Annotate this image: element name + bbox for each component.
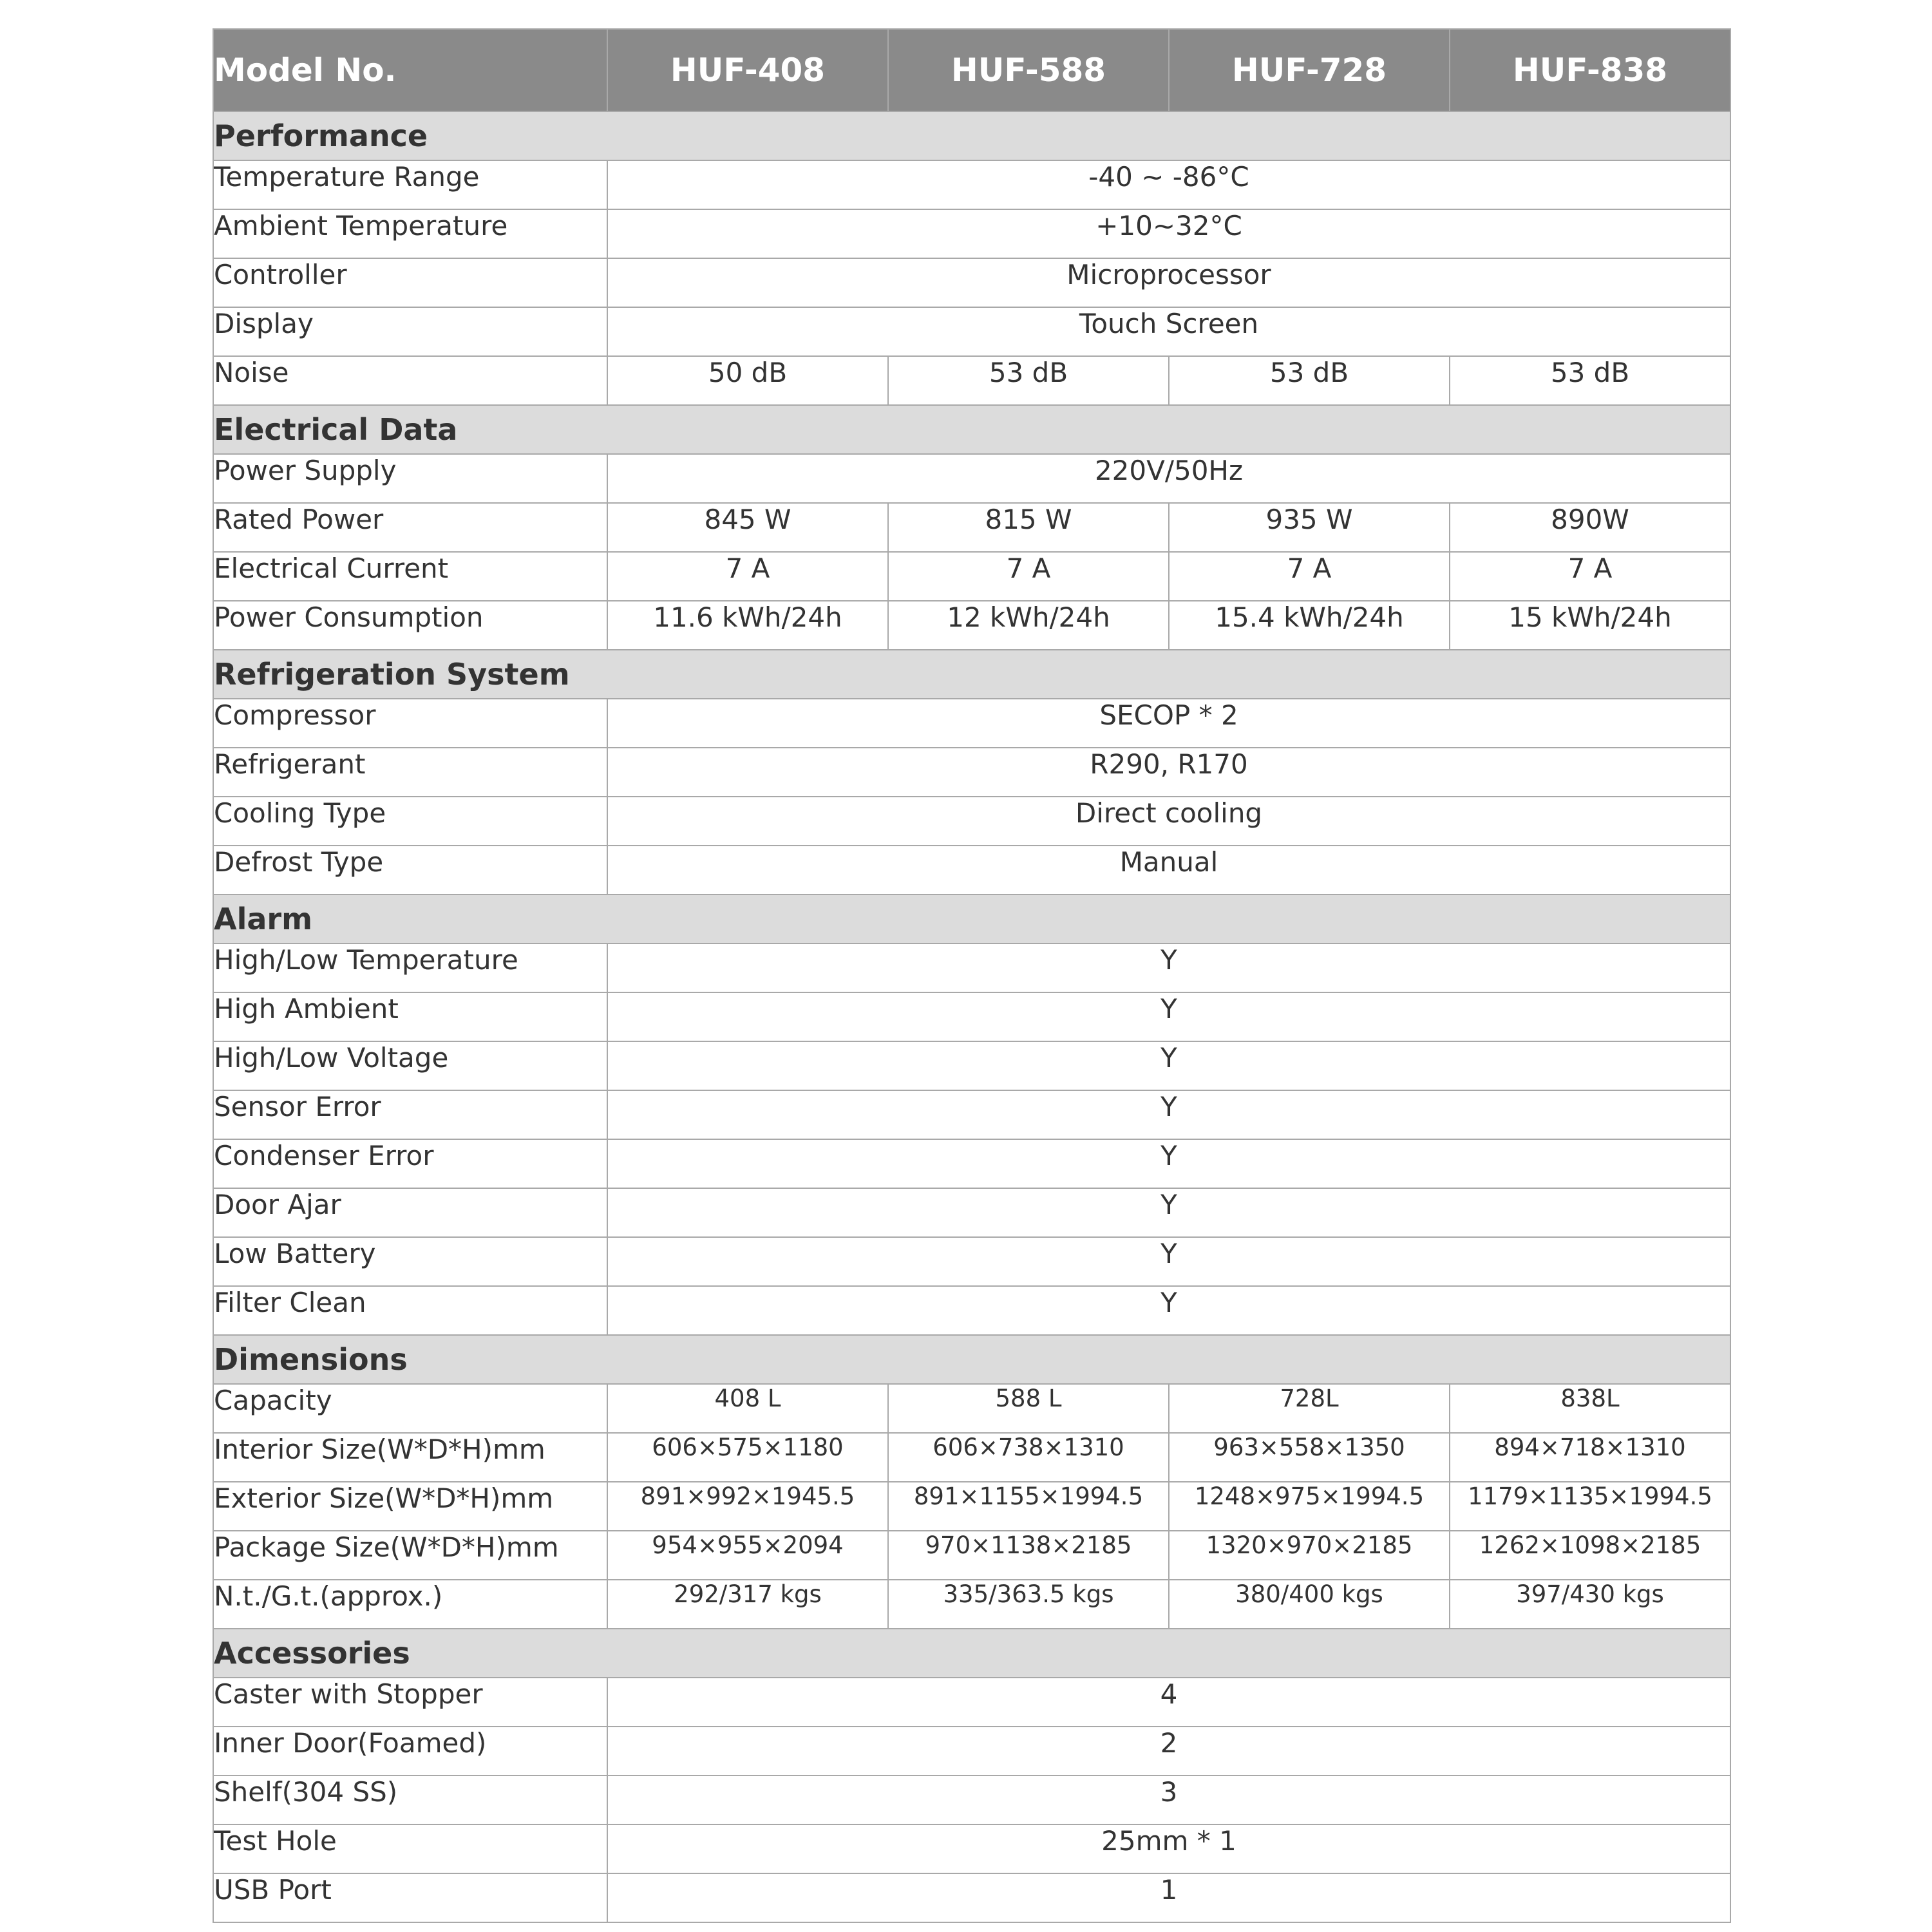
spec-value: 954×955×2094 xyxy=(607,1531,888,1580)
spec-row xyxy=(213,1678,1730,1727)
spec-table xyxy=(213,28,1731,1923)
spec-row xyxy=(213,258,1730,307)
spec-row xyxy=(213,454,1730,503)
spec-value: 7 A xyxy=(1450,552,1730,601)
spec-label: Refrigerant xyxy=(213,748,607,797)
spec-value: 891×1155×1994.5 xyxy=(888,1482,1169,1531)
spec-row xyxy=(213,209,1730,258)
spec-row xyxy=(213,1286,1730,1335)
spec-label: Ambient Temperature xyxy=(213,209,607,258)
spec-label: Temperature Range xyxy=(213,160,607,209)
spec-row xyxy=(213,1873,1730,1922)
spec-label: High Ambient xyxy=(213,992,607,1041)
spec-row xyxy=(213,1727,1730,1776)
spec-value: 894×718×1310 xyxy=(1450,1433,1730,1482)
spec-value: 815 W xyxy=(888,503,1169,552)
spec-body xyxy=(213,111,1730,1922)
spec-row xyxy=(213,552,1730,601)
spec-row xyxy=(213,846,1730,895)
spec-row xyxy=(213,356,1730,405)
spec-row xyxy=(213,1139,1730,1188)
spec-value: 15.4 kWh/24h xyxy=(1169,601,1450,650)
spec-value-all-models: 1 xyxy=(607,1873,1730,1922)
spec-row xyxy=(213,1384,1730,1433)
header-model-label: Model No. xyxy=(213,29,607,111)
spec-value: 935 W xyxy=(1169,503,1450,552)
spec-row xyxy=(213,307,1730,356)
spec-value: 890W xyxy=(1450,503,1730,552)
spec-row xyxy=(213,748,1730,797)
spec-value-all-models: Touch Screen xyxy=(607,307,1730,356)
spec-label: Cooling Type xyxy=(213,797,607,846)
spec-value-all-models: 25mm * 1 xyxy=(607,1824,1730,1873)
spec-label: Filter Clean xyxy=(213,1286,607,1335)
spec-value: 7 A xyxy=(607,552,888,601)
spec-label: Defrost Type xyxy=(213,846,607,895)
spec-row xyxy=(213,1090,1730,1139)
spec-row xyxy=(213,1824,1730,1873)
spec-value-all-models: SECOP * 2 xyxy=(607,699,1730,748)
spec-row xyxy=(213,1482,1730,1531)
spec-value-all-models: R290, R170 xyxy=(607,748,1730,797)
spec-value: 11.6 kWh/24h xyxy=(607,601,888,650)
spec-value: 1320×970×2185 xyxy=(1169,1531,1450,1580)
spec-value: 606×575×1180 xyxy=(607,1433,888,1482)
spec-value: 970×1138×2185 xyxy=(888,1531,1169,1580)
spec-value-all-models: +10~32°C xyxy=(607,209,1730,258)
spec-label: Electrical Current xyxy=(213,552,607,601)
header-model-huf-838: HUF-838 xyxy=(1450,29,1730,111)
section-title: Alarm xyxy=(213,895,1730,943)
spec-row xyxy=(213,1041,1730,1090)
spec-value-all-models: Direct cooling xyxy=(607,797,1730,846)
spec-value-all-models: Y xyxy=(607,1139,1730,1188)
spec-value: 588 L xyxy=(888,1384,1169,1433)
spec-value: 53 dB xyxy=(1169,356,1450,405)
spec-value: 1262×1098×2185 xyxy=(1450,1531,1730,1580)
section-title: Performance xyxy=(213,111,1730,160)
spec-row xyxy=(213,992,1730,1041)
spec-value: 12 kWh/24h xyxy=(888,601,1169,650)
spec-label: Power Consumption xyxy=(213,601,607,650)
spec-value: 50 dB xyxy=(607,356,888,405)
spec-row xyxy=(213,1433,1730,1482)
spec-value: 408 L xyxy=(607,1384,888,1433)
spec-row xyxy=(213,1237,1730,1286)
spec-value: 397/430 kgs xyxy=(1450,1580,1730,1629)
spec-value: 963×558×1350 xyxy=(1169,1433,1450,1482)
spec-value-all-models: Y xyxy=(607,1188,1730,1237)
spec-value-all-models: Manual xyxy=(607,846,1730,895)
spec-value: 292/317 kgs xyxy=(607,1580,888,1629)
spec-label: Exterior Size(W*D*H)mm xyxy=(213,1482,607,1531)
spec-value: 7 A xyxy=(888,552,1169,601)
spec-value: 728L xyxy=(1169,1384,1450,1433)
spec-label: Capacity xyxy=(213,1384,607,1433)
spec-label: Low Battery xyxy=(213,1237,607,1286)
section-row xyxy=(213,895,1730,943)
spec-label: Display xyxy=(213,307,607,356)
spec-value-all-models: 220V/50Hz xyxy=(607,454,1730,503)
spec-row xyxy=(213,797,1730,846)
section-title: Accessories xyxy=(213,1629,1730,1678)
spec-row xyxy=(213,160,1730,209)
header-model-huf-588: HUF-588 xyxy=(888,29,1169,111)
spec-value: 15 kWh/24h xyxy=(1450,601,1730,650)
spec-label: Inner Door(Foamed) xyxy=(213,1727,607,1776)
spec-label: Interior Size(W*D*H)mm xyxy=(213,1433,607,1482)
header-model-huf-728: HUF-728 xyxy=(1169,29,1450,111)
spec-label: Condenser Error xyxy=(213,1139,607,1188)
spec-value: 1248×975×1994.5 xyxy=(1169,1482,1450,1531)
spec-label: Shelf(304 SS) xyxy=(213,1776,607,1824)
spec-value: 335/363.5 kgs xyxy=(888,1580,1169,1629)
spec-label: Compressor xyxy=(213,699,607,748)
spec-label: Sensor Error xyxy=(213,1090,607,1139)
spec-value-all-models: Y xyxy=(607,943,1730,992)
header-model-huf-408: HUF-408 xyxy=(607,29,888,111)
section-row xyxy=(213,1629,1730,1678)
spec-row xyxy=(213,943,1730,992)
spec-value-all-models: Y xyxy=(607,1090,1730,1139)
spec-row xyxy=(213,503,1730,552)
spec-label: High/Low Temperature xyxy=(213,943,607,992)
spec-value-all-models: Y xyxy=(607,1286,1730,1335)
section-title: Electrical Data xyxy=(213,405,1730,454)
spec-value: 606×738×1310 xyxy=(888,1433,1169,1482)
section-row xyxy=(213,111,1730,160)
section-row xyxy=(213,405,1730,454)
spec-label: N.t./G.t.(approx.) xyxy=(213,1580,607,1629)
spec-value-all-models: 4 xyxy=(607,1678,1730,1727)
spec-label: Caster with Stopper xyxy=(213,1678,607,1727)
spec-value-all-models: Y xyxy=(607,1041,1730,1090)
spec-row xyxy=(213,1531,1730,1580)
spec-value: 7 A xyxy=(1169,552,1450,601)
spec-label: Power Supply xyxy=(213,454,607,503)
spec-row xyxy=(213,699,1730,748)
spec-value: 53 dB xyxy=(1450,356,1730,405)
spec-value: 891×992×1945.5 xyxy=(607,1482,888,1531)
spec-value: 53 dB xyxy=(888,356,1169,405)
section-row xyxy=(213,650,1730,699)
spec-value: 1179×1135×1994.5 xyxy=(1450,1482,1730,1531)
spec-label: Door Ajar xyxy=(213,1188,607,1237)
spec-value-all-models: Y xyxy=(607,992,1730,1041)
header-row xyxy=(213,29,1730,111)
spec-label: Rated Power xyxy=(213,503,607,552)
spec-label: USB Port xyxy=(213,1873,607,1922)
spec-value: 380/400 kgs xyxy=(1169,1580,1450,1629)
spec-label: Controller xyxy=(213,258,607,307)
section-title: Refrigeration System xyxy=(213,650,1730,699)
spec-label: Package Size(W*D*H)mm xyxy=(213,1531,607,1580)
spec-value-all-models: 2 xyxy=(607,1727,1730,1776)
spec-row xyxy=(213,1188,1730,1237)
spec-value-all-models: 3 xyxy=(607,1776,1730,1824)
spec-value: 838L xyxy=(1450,1384,1730,1433)
spec-label: High/Low Voltage xyxy=(213,1041,607,1090)
spec-label: Test Hole xyxy=(213,1824,607,1873)
spec-value-all-models: Y xyxy=(607,1237,1730,1286)
spec-row xyxy=(213,1580,1730,1629)
spec-value-all-models: Microprocessor xyxy=(607,258,1730,307)
section-row xyxy=(213,1335,1730,1384)
spec-row xyxy=(213,601,1730,650)
spec-value-all-models: -40 ~ -86°C xyxy=(607,160,1730,209)
spec-row xyxy=(213,1776,1730,1824)
section-title: Dimensions xyxy=(213,1335,1730,1384)
spec-value: 845 W xyxy=(607,503,888,552)
spec-label: Noise xyxy=(213,356,607,405)
